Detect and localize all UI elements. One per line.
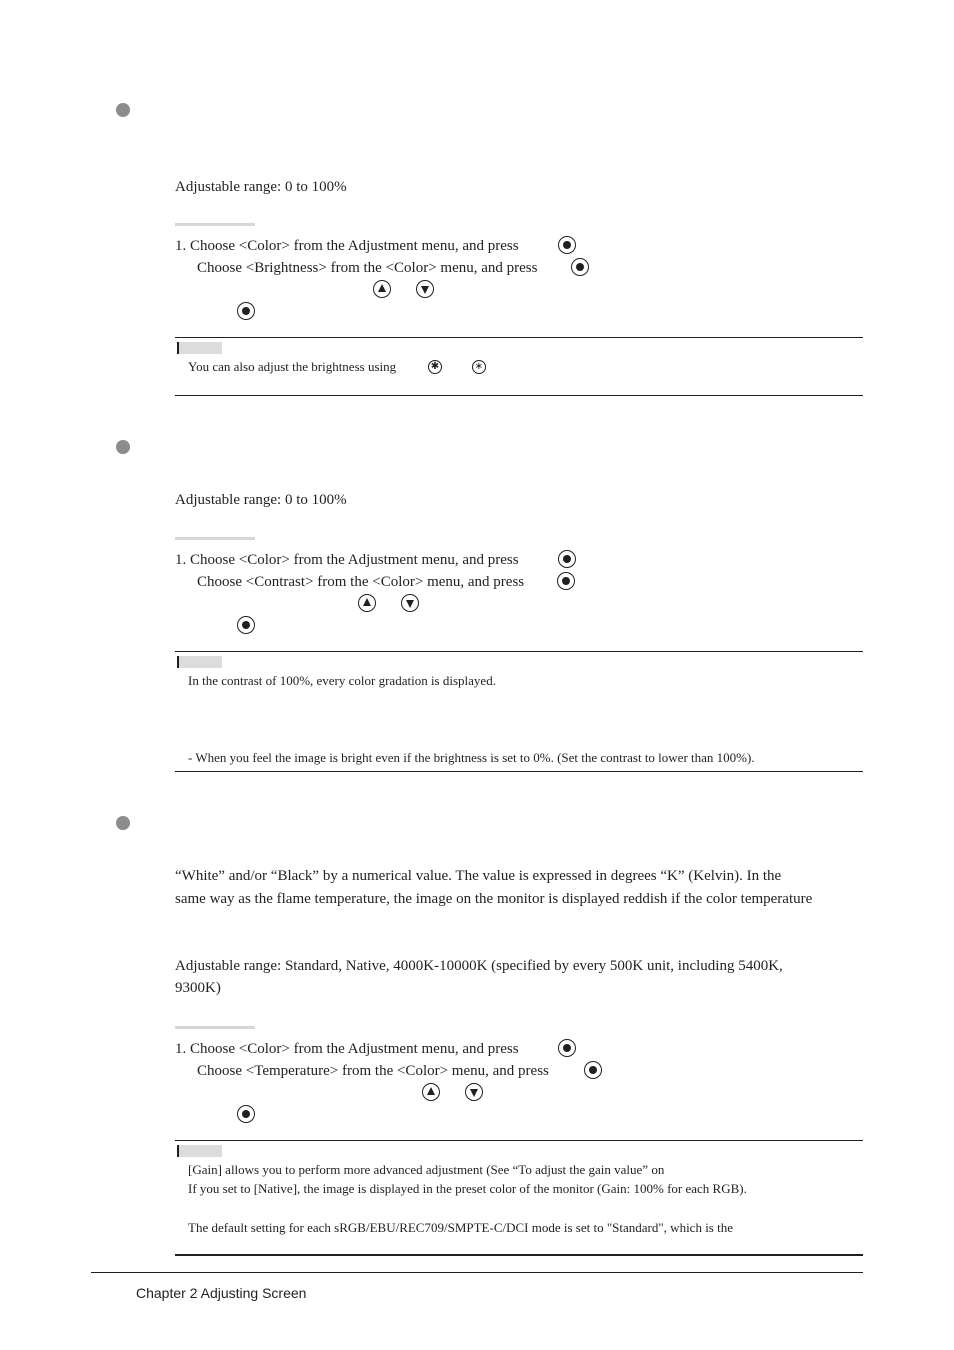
enter-button-icon [571,258,589,276]
note-text: The default setting for each sRGB/EBU/REC709/SMPTE-C/DCI mode is set to "Standard", which is the [188,1220,733,1235]
up-arrow-button-icon [422,1083,440,1101]
enter-button-icon [237,1105,255,1123]
section-bullet [116,440,130,454]
note-label [177,656,222,668]
note-text: In the contrast of 100%, every color gradation is displayed. [188,673,496,688]
adjustable-range-cont: 9300K) [175,980,221,996]
adjustable-range: Adjustable range: 0 to 100% [175,179,347,195]
step-1-line-1: 1. Choose <Color> from the Adjustment menu, and press [175,1041,519,1057]
brightness-up-icon: ✱ [428,360,442,374]
footer-chapter: Chapter 2 Adjusting Screen [136,1285,307,1301]
section-bullet [116,816,130,830]
enter-button-icon [558,1039,576,1057]
enter-button-icon [558,550,576,568]
paragraph-line: same way as the flame temperature, the image on the monitor is displayed reddish if the color temperature [175,891,813,907]
note-text: - When you feel the image is bright even if the brightness is set to 0%. (Set the contrast to lower than 100%). [188,750,755,765]
note-bottom-rule [175,395,863,396]
note-top-rule [175,337,863,338]
procedure-marker [175,1026,255,1029]
note-bottom-rule [175,771,863,772]
up-arrow-button-icon [373,280,391,298]
step-1-line-2: Choose <Temperature> from the <Color> menu, and press [197,1063,549,1079]
enter-button-icon [584,1061,602,1079]
note-label [177,1145,222,1157]
procedure-marker [175,537,255,540]
section-bullet [116,103,130,117]
procedure-marker [175,223,255,226]
note-bottom-rule [175,1254,863,1256]
note-text: You can also adjust the brightness using [188,359,397,374]
up-arrow-button-icon [358,594,376,612]
step-1-line-1: 1. Choose <Color> from the Adjustment menu, and press [175,552,519,568]
brightness-down-icon: ∗ [472,360,486,374]
footer-rule [91,1272,863,1273]
note-top-rule [175,651,863,652]
enter-button-icon [237,616,255,634]
step-1-line-1: 1. Choose <Color> from the Adjustment menu, and press [175,238,519,254]
adjustable-range: Adjustable range: Standard, Native, 4000K-10000K (specified by every 500K unit, including 5400K, [175,958,783,974]
note-text: If you set to [Native], the image is displayed in the preset color of the monitor (Gain: 100% for each RGB). [188,1181,747,1196]
enter-button-icon [237,302,255,320]
paragraph-line: “White” and/or “Black” by a numerical value. The value is expressed in degrees “K” (Kelvin). In the [175,868,782,884]
note-top-rule [175,1140,863,1141]
step-1-line-2: Choose <Contrast> from the <Color> menu, and press [197,574,525,590]
enter-button-icon [557,572,575,590]
down-arrow-button-icon [416,280,434,298]
adjustable-range: Adjustable range: 0 to 100% [175,492,347,508]
down-arrow-button-icon [401,594,419,612]
note-label [177,342,222,354]
step-1-line-2: Choose <Brightness> from the <Color> menu, and press [197,260,538,276]
enter-button-icon [558,236,576,254]
down-arrow-button-icon [465,1083,483,1101]
note-text: [Gain] allows you to perform more advanced adjustment (See “To adjust the gain value” on [188,1162,665,1177]
